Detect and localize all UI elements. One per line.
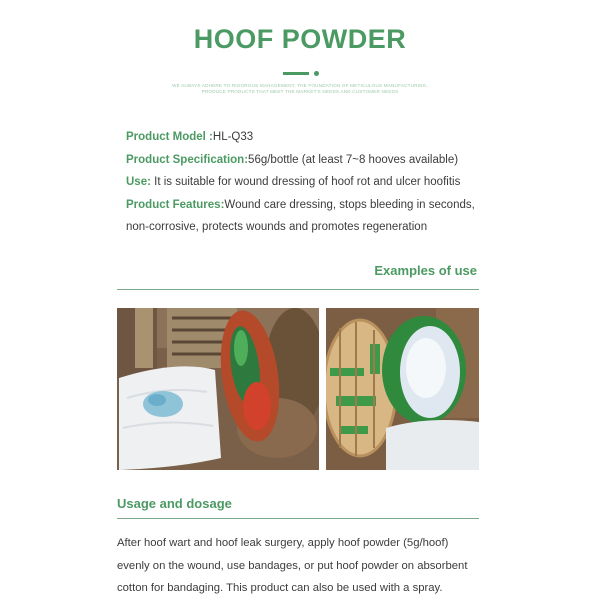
divider-bar	[283, 72, 309, 75]
page-title: HOOF POWDER	[193, 24, 407, 54]
hoof-powder-applied-photo	[326, 308, 479, 470]
spec-label: Product Specification:	[126, 153, 249, 166]
spec-model	[126, 126, 496, 149]
examples-heading: Examples of use	[374, 263, 477, 278]
examples-divider	[117, 289, 479, 290]
tagline	[170, 83, 430, 95]
tagline-line-2: PRODUCE PRODUCTS THAT MEET THE MARKET'S NEEDS AND CUSTOMER NEEDS	[201, 89, 399, 94]
tagline-line-1: WE ALWAYS ADHERE TO RIGOROUS MANAGEMENT, THE FOUNDATION OF METICULOUS MANUFACTURING,	[172, 83, 428, 88]
spec-specification	[126, 149, 496, 172]
hoof-wound-photo	[117, 308, 319, 470]
usage-text	[117, 532, 482, 600]
spec-label: Product Model :	[126, 131, 213, 143]
spec-value: It is suitable for wound dressing of hoof rot and ulcer hoofitis	[150, 176, 461, 188]
spec-value: Wound care dressing, stops bleeding in seconds,	[224, 198, 475, 211]
usage-heading: Usage and dosage	[117, 496, 232, 511]
spec-label: Use:	[126, 176, 151, 188]
usage-divider	[117, 518, 479, 519]
spec-use	[126, 171, 496, 194]
spec-value: HL-Q33	[212, 131, 254, 143]
usage-line: cotton for bandaging. This product can also be used with a spray.	[117, 582, 443, 594]
spec-features-continued: non-corrosive, protects wounds and promotes regeneration	[126, 221, 428, 233]
usage-line: After hoof wart and hoof leak surgery, apply hoof powder (5g/hoof)	[117, 537, 449, 549]
spec-label: Product Features:	[126, 198, 225, 211]
divider-dot	[314, 71, 319, 76]
spec-value: 56g/bottle (at least 7~8 hooves available)	[248, 153, 459, 166]
product-specs	[126, 126, 496, 239]
title-divider	[283, 71, 323, 77]
spec-features	[126, 194, 496, 217]
usage-line: evenly on the wound, use bandages, or put hoof powder on absorbent	[117, 559, 468, 572]
